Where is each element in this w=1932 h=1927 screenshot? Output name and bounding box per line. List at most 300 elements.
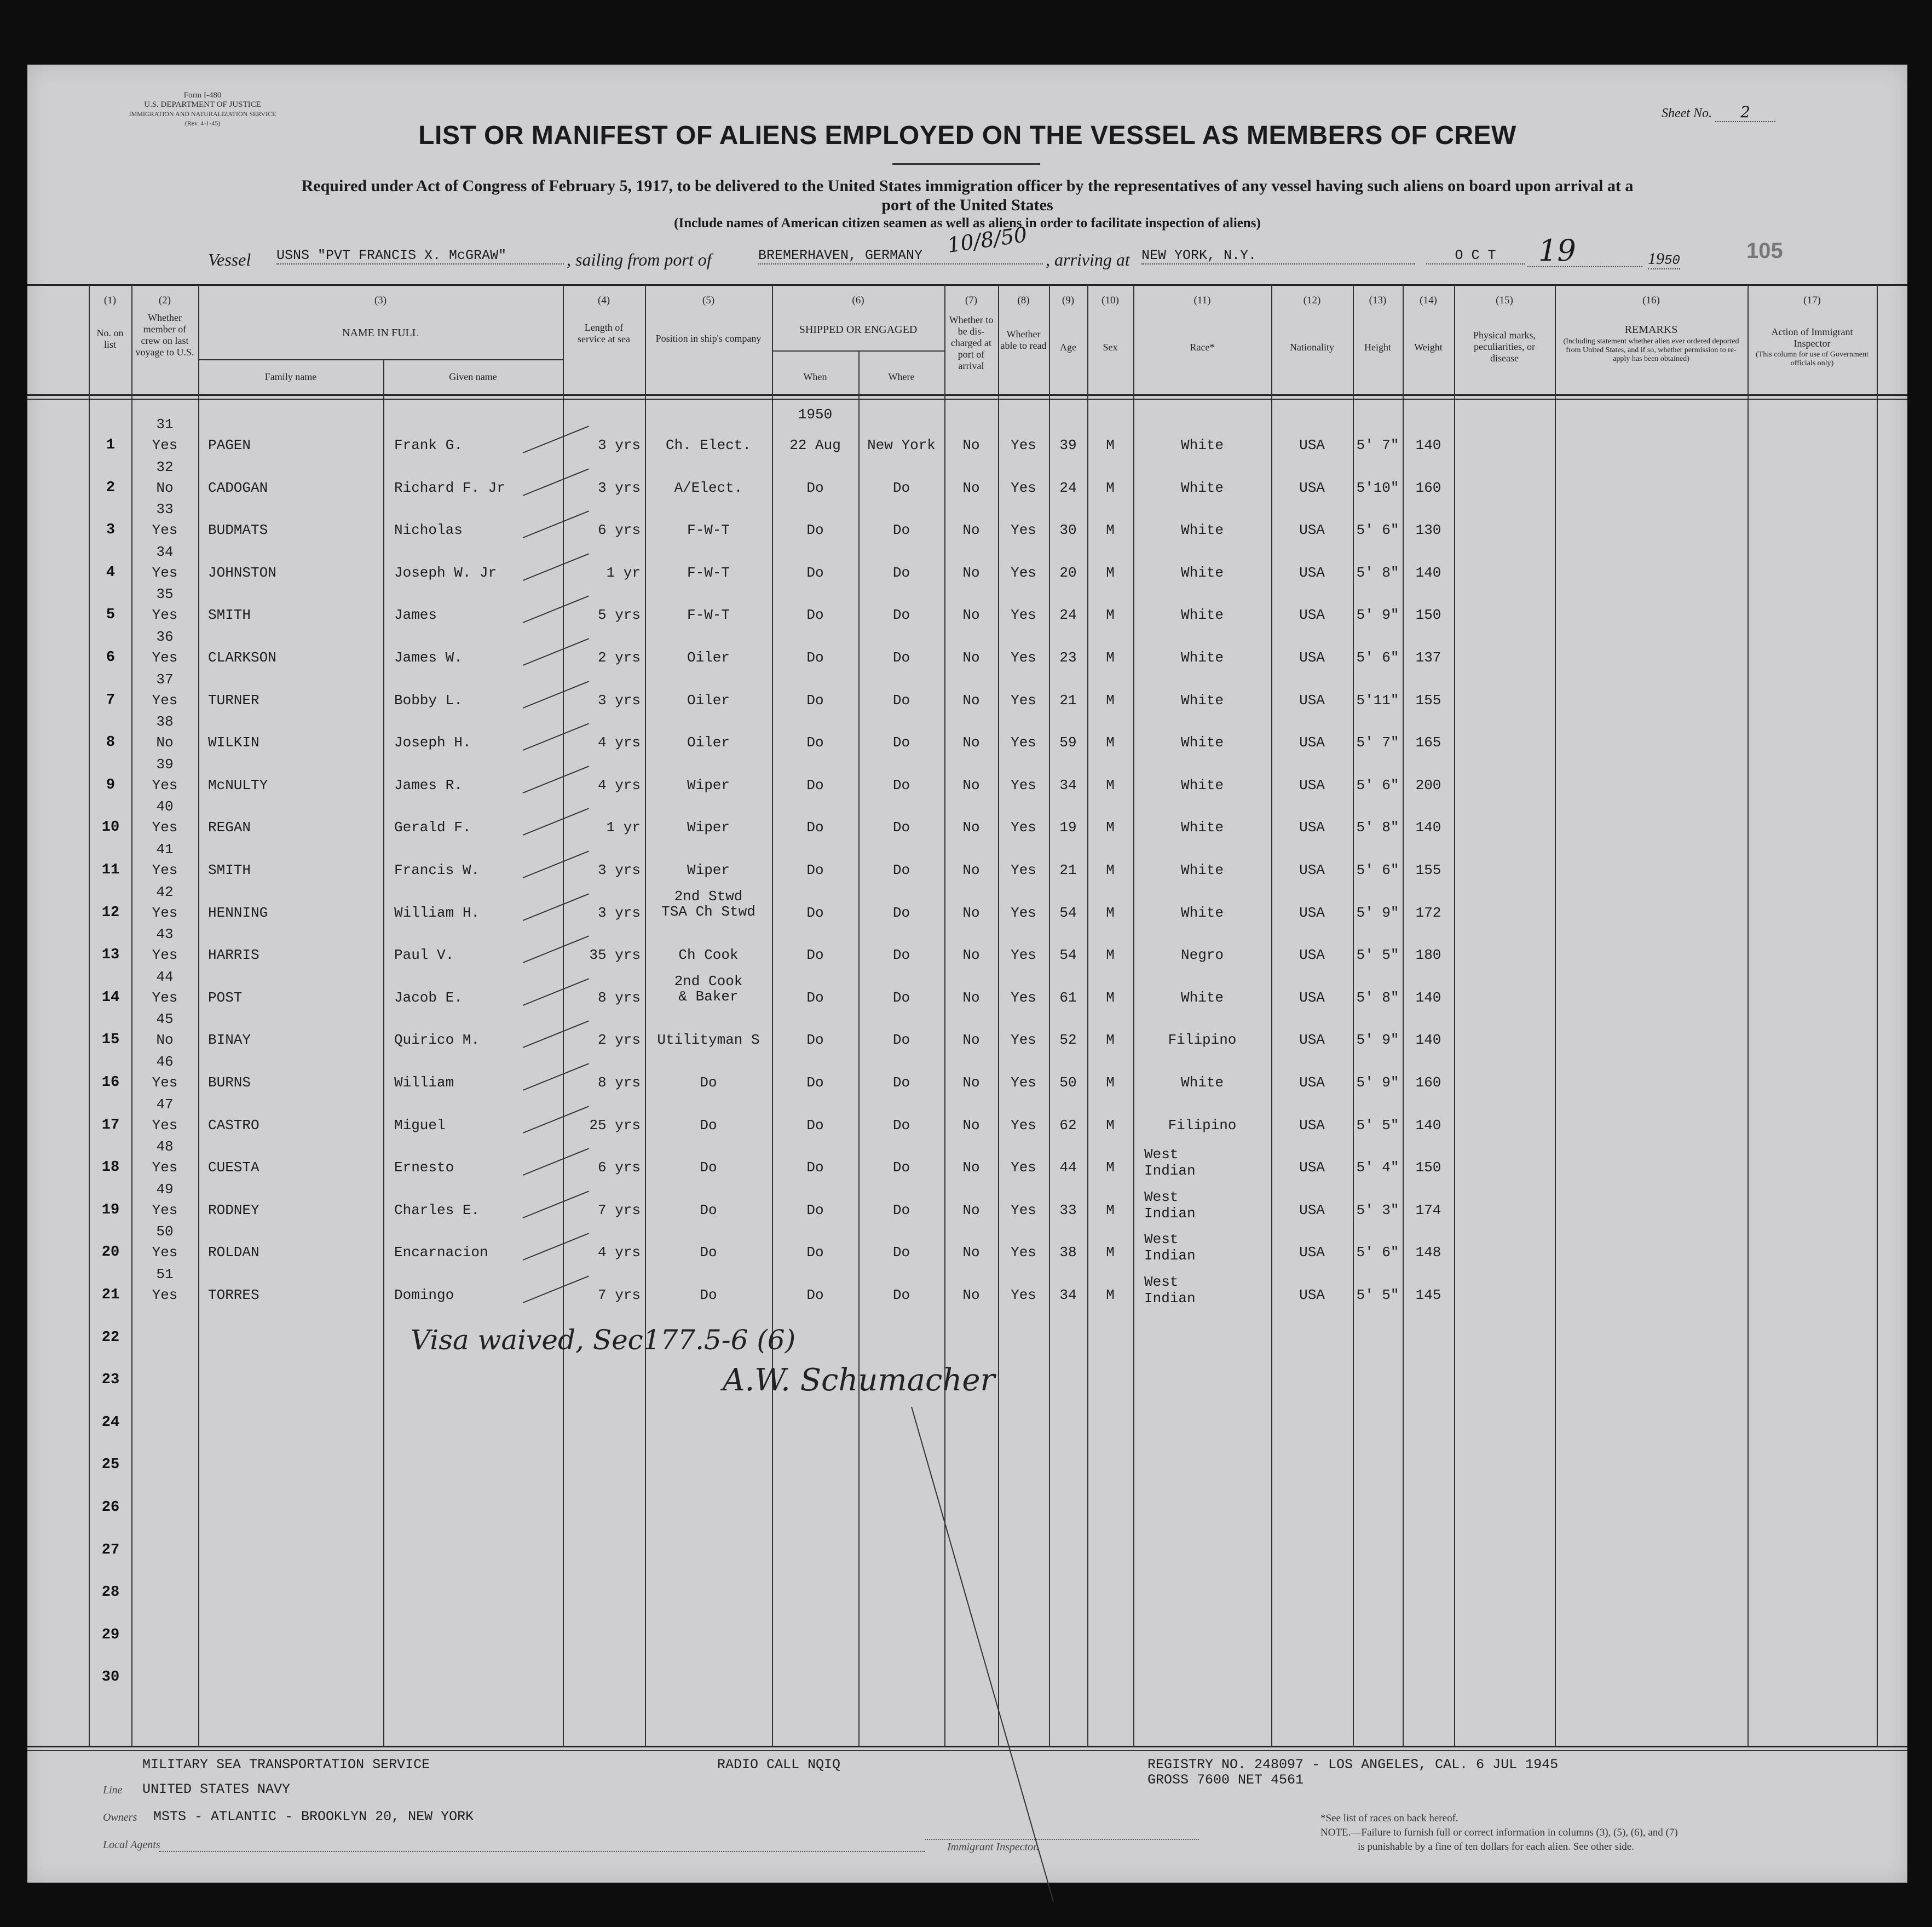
family-name: CLARKSON xyxy=(208,649,276,666)
col-num: (6) xyxy=(852,295,864,306)
length-of-service: 2 yrs xyxy=(597,649,641,666)
able-to-read: Yes xyxy=(1011,904,1036,921)
position: Do xyxy=(700,1201,717,1218)
weight: 160 xyxy=(1415,1074,1441,1091)
weight: 140 xyxy=(1415,819,1441,836)
age: 62 xyxy=(1059,1117,1077,1134)
footer-agents-label: Local Agents xyxy=(103,1839,160,1851)
header-family-name: Family name xyxy=(264,371,317,382)
nationality: USA xyxy=(1299,989,1325,1006)
position: Oiler xyxy=(687,692,730,709)
row-number: 24 xyxy=(101,1414,120,1431)
race: White xyxy=(1180,734,1224,751)
weight: 137 xyxy=(1415,649,1441,666)
position: Do xyxy=(700,1074,717,1091)
able-to-read: Yes xyxy=(1011,692,1036,709)
member-last-voyage: Yes xyxy=(152,904,178,921)
crew-number: 51 xyxy=(156,1266,174,1282)
nationality: USA xyxy=(1299,1032,1325,1049)
header-given-name: Given name xyxy=(449,371,497,382)
footer-note-1: NOTE.—Failure to furnish full or correct information in columns (3), (5), (6), and (7) xyxy=(1320,1827,1678,1838)
col-rule xyxy=(858,352,860,1747)
row-number: 17 xyxy=(101,1117,120,1134)
position: Do xyxy=(700,1244,717,1261)
weight: 145 xyxy=(1415,1287,1441,1303)
weight: 140 xyxy=(1415,1117,1441,1134)
nationality: USA xyxy=(1299,1244,1325,1261)
nationality: USA xyxy=(1299,819,1325,836)
shipped-when: Do xyxy=(806,1159,824,1176)
shipped-where: Do xyxy=(892,479,910,496)
age: 19 xyxy=(1059,819,1077,836)
sheet-label: Sheet No. xyxy=(1662,106,1712,120)
position-line-2: & Baker xyxy=(678,988,739,1005)
col-num: (2) xyxy=(158,295,171,306)
col-rule xyxy=(1271,285,1272,1747)
shipped-when: Do xyxy=(806,1287,824,1303)
row-number: 27 xyxy=(101,1541,120,1558)
shipped-where: Do xyxy=(892,1244,910,1261)
sex: M xyxy=(1106,564,1115,581)
length-of-service: 35 yrs xyxy=(589,947,641,964)
able-to-read: Yes xyxy=(1011,522,1036,539)
family-name: BURNS xyxy=(208,1074,251,1091)
position: Utilityman S xyxy=(657,1032,760,1049)
shipped-where: Do xyxy=(892,1032,910,1049)
table-bottom-rule-double xyxy=(27,1750,1907,1751)
length-of-service: 3 yrs xyxy=(597,862,641,878)
arrival-month: O C T xyxy=(1426,248,1525,264)
age: 50 xyxy=(1059,1074,1077,1091)
shipped-when: Do xyxy=(806,776,824,793)
family-name: POST xyxy=(208,989,243,1006)
length-of-service: 25 yrs xyxy=(589,1117,641,1134)
member-last-voyage: Yes xyxy=(152,1287,178,1303)
shipped-when: Do xyxy=(806,479,824,496)
col-num: (1) xyxy=(103,295,117,306)
crew-number: 37 xyxy=(156,671,174,688)
col-rule xyxy=(998,285,999,1747)
sex: M xyxy=(1106,1117,1115,1134)
given-name: James W. xyxy=(394,649,463,666)
row-number: 18 xyxy=(101,1159,120,1176)
height: 5' 8" xyxy=(1356,819,1399,836)
crew-number: 46 xyxy=(156,1054,174,1070)
age: 30 xyxy=(1059,522,1077,539)
able-to-read: Yes xyxy=(1011,1117,1036,1134)
sex: M xyxy=(1106,989,1115,1006)
shipped-when: Do xyxy=(806,904,824,921)
height: 5' 5" xyxy=(1356,1287,1399,1303)
family-name: WILKIN xyxy=(208,734,259,751)
sex: M xyxy=(1106,479,1115,496)
able-to-read: Yes xyxy=(1011,564,1036,581)
shipped-when: Do xyxy=(806,1244,824,1261)
col-rule xyxy=(383,360,384,1747)
member-last-voyage: Yes xyxy=(152,1117,178,1134)
sailing-label: , sailing from port of xyxy=(567,250,712,269)
age: 20 xyxy=(1059,564,1077,581)
given-name: Frank G. xyxy=(394,437,463,453)
height: 5' 3" xyxy=(1356,1201,1399,1218)
race: Filipino xyxy=(1168,1032,1237,1049)
row-number: 6 xyxy=(106,649,116,666)
row-number: 5 xyxy=(106,607,116,624)
length-of-service: 4 yrs xyxy=(597,734,641,751)
sailing-date-handwritten: 10/8/50 xyxy=(945,222,1029,257)
arrival-day: 19 xyxy=(1538,233,1576,268)
row-number: 22 xyxy=(101,1329,120,1346)
sex: M xyxy=(1106,649,1115,666)
length-of-service: 6 yrs xyxy=(597,522,641,539)
age: 23 xyxy=(1059,649,1077,666)
row-number: 7 xyxy=(106,692,116,709)
table-top-rule xyxy=(27,284,1907,286)
signature-stroke xyxy=(911,1407,1054,1902)
height: 5' 9" xyxy=(1356,1074,1399,1091)
shipped-when: Do xyxy=(806,734,824,751)
race-line-2: Indian xyxy=(1144,1247,1196,1264)
sex: M xyxy=(1106,1159,1115,1176)
race: White xyxy=(1180,776,1224,793)
given-name: Joseph W. Jr xyxy=(394,564,497,581)
crew-number: 48 xyxy=(156,1138,174,1155)
shipped-when: Do xyxy=(806,1032,824,1049)
col-num: (9) xyxy=(1062,295,1075,306)
shipped-when: Do xyxy=(806,1074,824,1091)
weight: 140 xyxy=(1415,989,1441,1006)
discharged: No xyxy=(962,904,980,921)
nationality: USA xyxy=(1299,649,1325,666)
shipped-where: Do xyxy=(892,862,910,878)
family-name: HENNING xyxy=(208,904,268,921)
sex: M xyxy=(1106,522,1115,539)
footer-radio: RADIO CALL NQIQ xyxy=(717,1757,841,1773)
nationality: USA xyxy=(1299,734,1325,751)
height: 5' 5" xyxy=(1356,1117,1399,1134)
col-num: (3) xyxy=(374,295,387,306)
sheet-number xyxy=(1662,103,1775,122)
row-number: 9 xyxy=(106,776,116,793)
form-service: IMMIGRATION AND NATURALIZATION SERVICE xyxy=(129,110,276,118)
position-line-2: TSA Ch Stwd xyxy=(661,903,756,920)
crew-number: 49 xyxy=(156,1181,174,1198)
footer-owners: MSTS - ATLANTIC - BROOKLYN 20, NEW YORK xyxy=(153,1809,474,1825)
age: 54 xyxy=(1059,904,1077,921)
able-to-read: Yes xyxy=(1011,1287,1036,1303)
nationality: USA xyxy=(1299,522,1325,539)
row-number: 10 xyxy=(101,819,120,836)
height: 5' 7" xyxy=(1356,734,1399,751)
family-name: RODNEY xyxy=(208,1201,259,1218)
sex: M xyxy=(1106,776,1115,793)
row-number: 19 xyxy=(101,1201,120,1218)
header-age: Age xyxy=(1060,342,1076,353)
footer-owners-label: Owners xyxy=(103,1811,137,1824)
crew-number: 31 xyxy=(156,416,174,433)
given-name: Miguel xyxy=(394,1117,446,1134)
footer-agents-rule xyxy=(159,1851,925,1852)
shipped-where: New York xyxy=(867,437,936,453)
height: 5' 6" xyxy=(1356,862,1399,878)
crew-number: 36 xyxy=(156,629,174,645)
col-num: (10) xyxy=(1101,295,1119,306)
family-name: TORRES xyxy=(208,1287,259,1303)
col-rule xyxy=(1555,285,1556,1747)
age: 34 xyxy=(1059,776,1077,793)
crew-number: 32 xyxy=(156,458,174,475)
crew-number: 50 xyxy=(156,1223,174,1240)
able-to-read: Yes xyxy=(1011,989,1036,1006)
position: 2nd Cook xyxy=(674,973,743,990)
sex: M xyxy=(1106,947,1115,964)
position: F-W-T xyxy=(687,607,730,624)
family-name: PAGEN xyxy=(208,437,251,453)
able-to-read: Yes xyxy=(1011,734,1036,751)
given-name: Richard F. Jr xyxy=(394,479,505,496)
header-shipped-engaged: SHIPPED OR ENGAGED xyxy=(799,324,918,336)
page-title: LIST OR MANIFEST OF ALIENS EMPLOYED ON THE VESSEL AS MEMBERS OF CREW xyxy=(418,121,1516,150)
race-line-2: Indian xyxy=(1144,1290,1196,1307)
weight: 140 xyxy=(1415,437,1441,453)
given-name: Domingo xyxy=(394,1287,454,1303)
col-num: (5) xyxy=(702,295,715,306)
col-rule xyxy=(1133,285,1134,1747)
weight: 172 xyxy=(1415,904,1441,921)
position: Oiler xyxy=(687,649,730,666)
discharged: No xyxy=(962,437,980,453)
length-of-service: 1 yr xyxy=(606,819,641,836)
member-last-voyage: Yes xyxy=(152,564,178,581)
sex: M xyxy=(1106,904,1115,921)
col-rule xyxy=(1087,285,1088,1747)
arrival-day-rule xyxy=(1527,266,1642,267)
crew-number: 40 xyxy=(156,798,174,815)
col-num: (15) xyxy=(1496,295,1513,306)
able-to-read: Yes xyxy=(1011,1032,1036,1049)
shipped-where: Do xyxy=(892,1201,910,1218)
family-name: HARRIS xyxy=(208,947,259,964)
able-to-read: Yes xyxy=(1011,1159,1036,1176)
crew-number: 34 xyxy=(156,543,174,560)
shipped-when: Do xyxy=(806,1201,824,1218)
shipped-when: Do xyxy=(806,607,824,624)
given-name: Bobby L. xyxy=(394,692,463,709)
sex: M xyxy=(1106,692,1115,709)
family-name: ROLDAN xyxy=(208,1244,259,1261)
nationality: USA xyxy=(1299,564,1325,581)
shipped-when: Do xyxy=(806,1117,824,1134)
member-last-voyage: Yes xyxy=(152,1159,178,1176)
row-number: 11 xyxy=(101,862,120,878)
given-name: Paul V. xyxy=(394,947,454,964)
position: Do xyxy=(700,1117,717,1134)
member-last-voyage: Yes xyxy=(152,522,178,539)
position: Do xyxy=(700,1159,717,1176)
manifest-sheet xyxy=(27,65,1907,1883)
race: Filipino xyxy=(1168,1117,1237,1134)
shipped-where: Do xyxy=(892,564,910,581)
weight: 150 xyxy=(1415,607,1441,624)
age: 21 xyxy=(1059,862,1077,878)
crew-number: 41 xyxy=(156,841,174,858)
position: Ch. Elect. xyxy=(665,437,752,453)
row-number: 15 xyxy=(101,1032,120,1049)
discharged: No xyxy=(962,607,980,624)
family-name: CADOGAN xyxy=(208,479,268,496)
col-rule xyxy=(1049,285,1050,1747)
discharged: No xyxy=(962,1287,980,1303)
race: White xyxy=(1180,904,1224,921)
nationality: USA xyxy=(1299,479,1325,496)
shipped-where: Do xyxy=(892,989,910,1006)
discharged: No xyxy=(962,649,980,666)
col-num: (13) xyxy=(1369,295,1387,306)
length-of-service: 8 yrs xyxy=(597,989,641,1006)
header-name-in-full: NAME IN FULL xyxy=(342,327,419,339)
race: West xyxy=(1144,1188,1179,1205)
row-number: 28 xyxy=(101,1584,120,1601)
shipped-when: Do xyxy=(806,564,824,581)
discharged: No xyxy=(962,692,980,709)
arriving-label: , arriving at xyxy=(1046,250,1130,269)
given-name: James R. xyxy=(394,776,463,793)
age: 33 xyxy=(1059,1201,1077,1218)
able-to-read: Yes xyxy=(1011,1244,1036,1261)
age: 61 xyxy=(1059,989,1077,1006)
table-header-rule xyxy=(27,399,1907,400)
arrival-port: NEW YORK, N.Y. xyxy=(1141,248,1415,264)
able-to-read: Yes xyxy=(1011,1074,1036,1091)
race: White xyxy=(1180,819,1224,836)
shipped-when: Do xyxy=(806,819,824,836)
nationality: USA xyxy=(1299,692,1325,709)
col-rule xyxy=(1454,285,1455,1747)
form-rev: (Rev. 4-1-45) xyxy=(184,119,221,127)
given-name: Charles E. xyxy=(394,1201,480,1218)
able-to-read: Yes xyxy=(1011,862,1036,878)
page-stamp: 105 xyxy=(1746,239,1783,263)
header-where: Where xyxy=(888,371,915,382)
height: 5' 9" xyxy=(1356,1032,1399,1049)
race: White xyxy=(1180,479,1224,496)
footer-inspector-rule xyxy=(925,1839,1199,1840)
shipped-when: Do xyxy=(806,649,824,666)
row-number: 16 xyxy=(101,1074,120,1091)
discharged: No xyxy=(962,479,980,496)
nationality: USA xyxy=(1299,1074,1325,1091)
row-number: 8 xyxy=(106,734,116,751)
shipped-where: Do xyxy=(892,734,910,751)
member-last-voyage: Yes xyxy=(152,692,178,709)
height: 5' 8" xyxy=(1356,989,1399,1006)
vessel-name: USNS "PVT FRANCIS X. McGRAW" xyxy=(276,248,564,264)
subtitle: Required under Act of Congress of February 5, 1917, to be delivered to the United States immigration officer by the representatives of any vessel having such aliens on board upon arrival at a xyxy=(301,177,1634,195)
form-dept: U.S. DEPARTMENT OF JUSTICE xyxy=(144,100,261,109)
weight: 180 xyxy=(1415,947,1441,964)
row-number: 13 xyxy=(101,947,120,964)
footer-note-2: is punishable by a fine of ten dollars for each alien. See other side. xyxy=(1358,1841,1634,1853)
nationality: USA xyxy=(1299,1201,1325,1218)
crew-number: 33 xyxy=(156,501,174,518)
age: 21 xyxy=(1059,692,1077,709)
family-name: SMITH xyxy=(208,607,251,624)
shipped-when: Do xyxy=(806,862,824,878)
sex: M xyxy=(1106,819,1115,836)
member-last-voyage: No xyxy=(156,1032,174,1049)
age: 38 xyxy=(1059,1244,1077,1261)
col-num: (17) xyxy=(1803,295,1821,306)
discharged: No xyxy=(962,819,980,836)
discharged: No xyxy=(962,989,980,1006)
shipped-when: Do xyxy=(806,692,824,709)
length-of-service: 3 yrs xyxy=(597,692,641,709)
col-rule xyxy=(1403,285,1404,1747)
discharged: No xyxy=(962,564,980,581)
weight: 140 xyxy=(1415,564,1441,581)
header-remarks-note: (Including statement whether alien ever ordered deported from United States, and if so, whether permission to re-apply has been obtained) xyxy=(1563,337,1739,363)
shipped-where: Do xyxy=(892,522,910,539)
footer-navy: UNITED STATES NAVY xyxy=(142,1781,291,1797)
col-num: (11) xyxy=(1193,295,1211,306)
member-last-voyage: Yes xyxy=(152,437,178,453)
given-name: Quirico M. xyxy=(394,1032,480,1049)
crew-number: 43 xyxy=(156,926,174,943)
position: Do xyxy=(700,1287,717,1303)
weight: 160 xyxy=(1415,479,1441,496)
discharged: No xyxy=(962,1074,980,1091)
footer-line-label: Line xyxy=(103,1784,123,1796)
row-number: 30 xyxy=(101,1669,120,1686)
height: 5' 6" xyxy=(1356,776,1399,793)
sex: M xyxy=(1106,1074,1115,1091)
able-to-read: Yes xyxy=(1011,947,1036,964)
crew-number: 39 xyxy=(156,756,174,773)
position: Ch Cook xyxy=(678,947,739,964)
nationality: USA xyxy=(1299,1287,1325,1303)
member-last-voyage: Yes xyxy=(152,862,178,878)
row-number: 2 xyxy=(106,479,116,496)
header-position: Position in ship's company xyxy=(655,333,762,344)
weight: 155 xyxy=(1415,692,1441,709)
member-last-voyage: Yes xyxy=(152,1074,178,1091)
given-name: Ernesto xyxy=(394,1159,454,1176)
member-last-voyage: Yes xyxy=(152,989,178,1006)
col-num: (12) xyxy=(1303,295,1321,306)
shipped-when: Do xyxy=(806,522,824,539)
sex: M xyxy=(1106,734,1115,751)
height: 5' 4" xyxy=(1356,1159,1399,1176)
height: 5' 6" xyxy=(1356,522,1399,539)
length-of-service: 3 yrs xyxy=(597,437,641,453)
nationality: USA xyxy=(1299,1117,1325,1134)
nationality: USA xyxy=(1299,947,1325,964)
footer-races-note: *See list of races on back hereof. xyxy=(1320,1813,1458,1824)
header-height: Height xyxy=(1364,342,1391,353)
position: Wiper xyxy=(687,862,730,878)
weight: 148 xyxy=(1415,1244,1441,1261)
member-last-voyage: Yes xyxy=(152,947,178,964)
row-number: 1 xyxy=(106,437,116,453)
col-rule xyxy=(1877,285,1878,1747)
footer-tonnage: GROSS 7600 NET 4561 xyxy=(1147,1772,1304,1788)
race: White xyxy=(1180,989,1224,1006)
crew-number: 42 xyxy=(156,883,174,900)
given-name: Encarnacion xyxy=(394,1244,488,1261)
crew-number: 47 xyxy=(156,1096,174,1113)
col-num: (4) xyxy=(597,295,610,306)
crew-number: 35 xyxy=(156,586,174,603)
